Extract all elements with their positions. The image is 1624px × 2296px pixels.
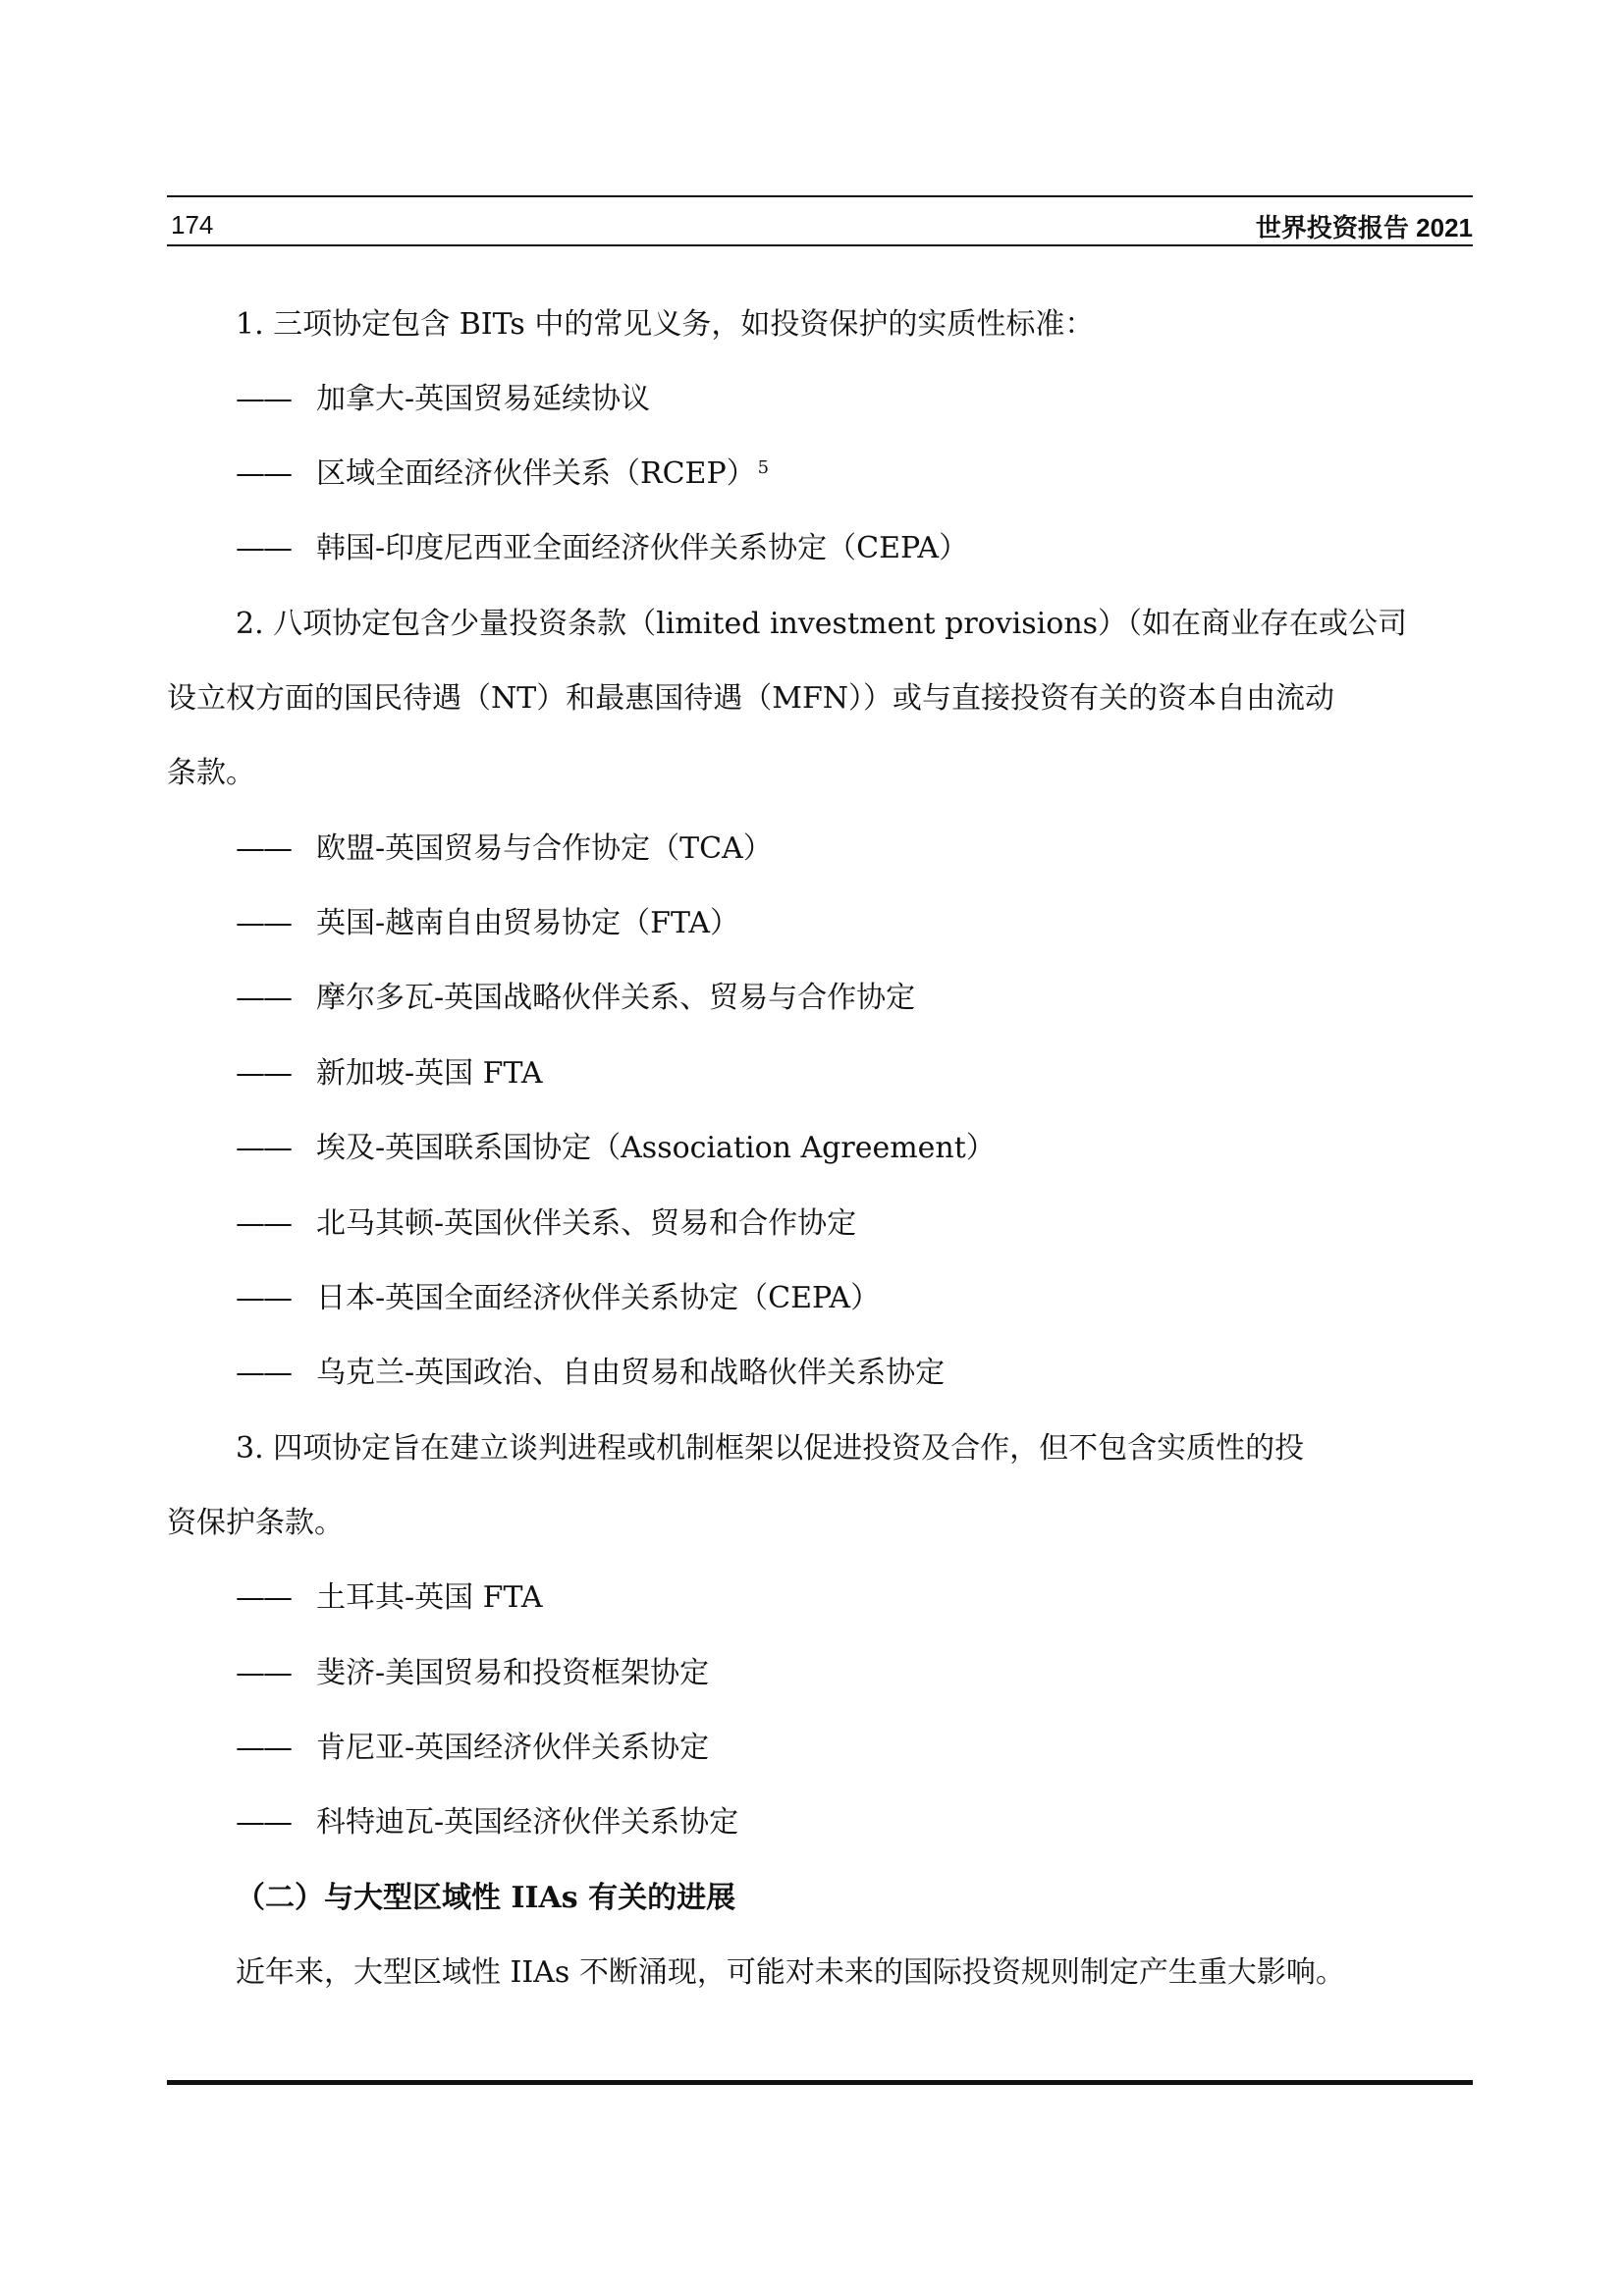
page-header xyxy=(167,202,1473,247)
list-item-text: 摩尔多瓦-英国战略伙伴关系、贸易与合作协定 xyxy=(316,981,916,1015)
dash-marker: —— xyxy=(236,382,291,416)
dash-marker: —— xyxy=(236,1580,291,1615)
list-item xyxy=(236,1110,996,1186)
list-item xyxy=(236,960,915,1036)
list-item-text: 区域全面经济伙伴关系（RCEP） xyxy=(316,456,756,491)
list-item xyxy=(236,436,769,515)
footer-rule xyxy=(167,2080,1473,2085)
dash-marker: —— xyxy=(236,1656,291,1690)
list-item xyxy=(236,1186,856,1261)
closing-paragraph: 近年来，大型区域性 IIAs 不断涌现，可能对未来的国际投资规则制定产生重大影响。 xyxy=(236,1955,1345,1990)
group1-intro: 1. 三项协定包含 BITs 中的常见义务，如投资保护的实质性标准： xyxy=(236,307,1095,342)
dash-marker: —— xyxy=(236,831,291,866)
list-item xyxy=(236,1635,709,1711)
header-top-rule xyxy=(167,195,1473,197)
dash-marker: —— xyxy=(236,981,291,1015)
dash-marker: —— xyxy=(236,906,291,940)
group3-intro-line: 资保护条款。 xyxy=(167,1506,344,1540)
list-item xyxy=(236,885,739,961)
dash-marker: —— xyxy=(236,1731,291,1765)
list-item xyxy=(236,1785,738,1860)
list-item xyxy=(236,1335,945,1411)
list-item-text: 土耳其-英国 FTA xyxy=(316,1580,543,1615)
dash-marker: —— xyxy=(236,1206,291,1241)
dash-marker: —— xyxy=(236,531,291,565)
list-item xyxy=(236,361,650,437)
list-item-text: 科特迪瓦-英国经济伙伴关系协定 xyxy=(316,1805,739,1840)
list-item-text: 日本-英国全面经济伙伴关系协定（CEPA） xyxy=(316,1281,881,1315)
dash-marker: —— xyxy=(236,1131,291,1165)
running-title: 世界投资报告 2021 xyxy=(1255,213,1473,242)
list-item-text: 乌克兰-英国政治、自由贸易和战略伙伴关系协定 xyxy=(316,1356,946,1390)
list-item xyxy=(236,1710,709,1786)
list-item-text: 北马其顿-英国伙伴关系、贸易和合作协定 xyxy=(316,1206,857,1241)
list-item-text: 英国-越南自由贸易协定（FTA） xyxy=(316,906,739,940)
footnote-reference[interactable]: 5 xyxy=(757,457,770,478)
list-item-text: 欧盟-英国贸易与合作协定（TCA） xyxy=(316,831,773,866)
group2-intro-line: 条款。 xyxy=(167,756,255,790)
list-item-text: 韩国-印度尼西亚全面经济伙伴关系协定（CEPA） xyxy=(316,531,969,565)
list-item-text: 加拿大-英国贸易延续协议 xyxy=(316,382,651,416)
group2-intro-line: 2. 八项协定包含少量投资条款（limited investment provisions）（如在商业存在或公司 xyxy=(236,607,1408,641)
list-item xyxy=(236,1560,543,1635)
group3-intro-line: 3. 四项协定旨在建立谈判进程或机制框架以促进投资及合作，但不包含实质性的投 xyxy=(236,1431,1305,1466)
list-item-text: 埃及-英国联系国协定（Association Agreement） xyxy=(316,1131,996,1165)
dash-marker: —— xyxy=(236,1805,291,1840)
list-item xyxy=(236,1036,543,1111)
dash-marker: —— xyxy=(236,1056,291,1091)
header-rule xyxy=(167,244,1473,246)
dash-marker: —— xyxy=(236,456,291,491)
dash-marker: —— xyxy=(236,1281,291,1315)
list-item xyxy=(236,811,773,886)
list-item-text: 斐济-美国贸易和投资框架协定 xyxy=(316,1656,710,1690)
dash-marker: —— xyxy=(236,1356,291,1390)
section-heading: （二）与大型区域性 IIAs 有关的进展 xyxy=(236,1881,736,1915)
list-item-text: 新加坡-英国 FTA xyxy=(316,1056,543,1091)
list-item-text: 肯尼亚-英国经济伙伴关系协定 xyxy=(316,1731,710,1765)
list-item xyxy=(236,510,968,586)
page-number: 174 xyxy=(171,210,214,240)
group2-intro-line: 设立权方面的国民待遇（NT）和最惠国待遇（MFN））或与直接投资有关的资本自由流动 xyxy=(167,681,1335,716)
list-item xyxy=(236,1260,880,1336)
